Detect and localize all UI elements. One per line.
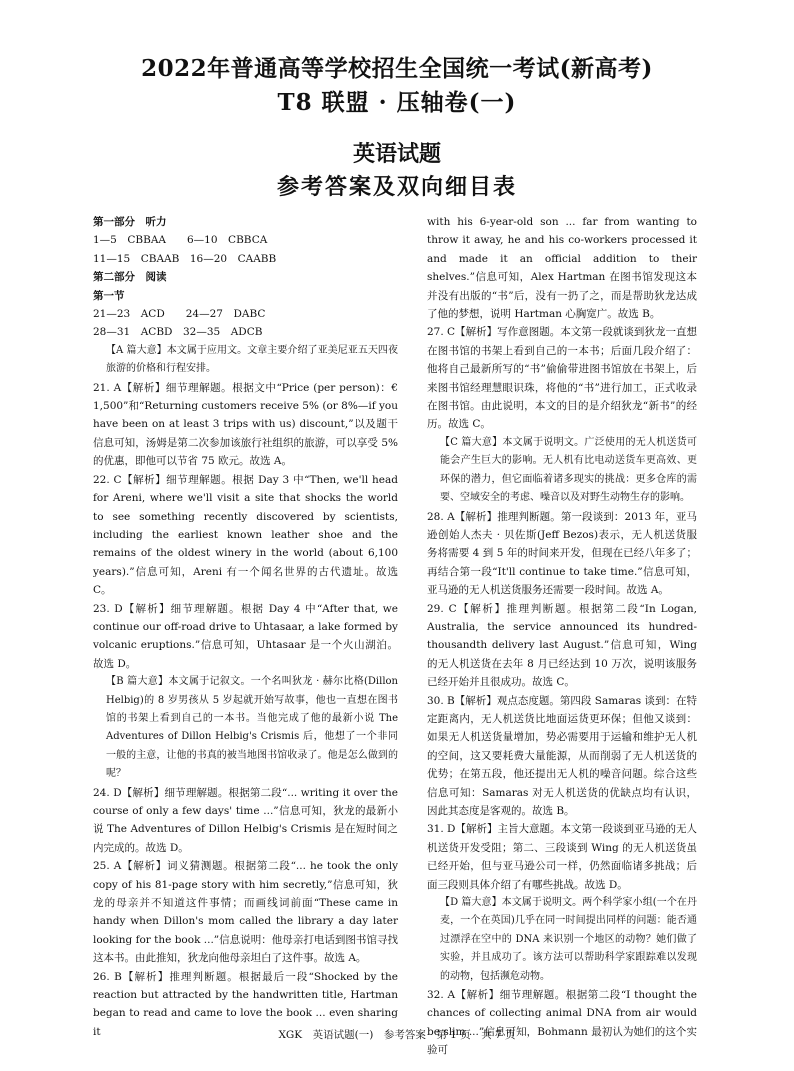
left-column — [93, 213, 398, 1041]
answer-explanation: 30. B【解析】观点态度题。第四段 Samaras 谈到：在特定距离内，无人机送货比地面运货更环保；但他又谈到：如果无人机送货量增加，势必需要用于运输和维护无人机的空间，这又要耗费大量能源，从而削弱了无人机送货的优势；在第五段，他还提出无人机的噪音问题。综合这些信息可知：Samaras 对无人机送货的优缺点均有认识，因此其态度是客观的。故选 B。 — [427, 694, 697, 817]
answer-explanation: 29. C【解析】推理判断题。根据第二段“In Logan, Australia, the service announced its hundred-thousandth delivery last August.”信息可知，Wing 的无人机送货在去年 8 月已经达到 10 万次，说明该服务已经开始并且很成功。故选 C。 — [427, 602, 697, 689]
passage-summary: 【B 篇大意】本文属于记叙文。一个名叫狄龙 · 赫尔比格(Dillon Helbig)的 8 岁男孩从 5 岁起就开始写故事，他也一直想在图书馆的书架上看到自己的一本书。当他完成了他的最新小说 The Adventures of Dillon Helbig's Crismis 后，他想了一个非同一般的主意，让他的书真的被当地图书馆收录了。他是怎么做到的呢？ — [106, 676, 398, 780]
answer-explanation: 32. A【解析】细节理解题。根据第二段“I thought the chances of collecting animal DNA from air would be slim ...”信息可知，Bohmann 最初认为她们的这个实验可 — [427, 989, 697, 1057]
answer-key-title: 参考答案及双向细目表 — [276, 175, 517, 200]
answer-explanation: 21. A【解析】细节理解题。根据文中“Price (per person)：€ 1,500”和“Returning customers receive 5% (or 8%—if you have been on at least 3 trips with us) discount,”以及题干信息可知，汤姆是第二次参加该旅行社组织的旅游，可以享受 5% 的优惠，即他可以节省 75 欧元。故选 A。 — [93, 381, 398, 468]
answer-explanation: 31. D【解析】主旨大意题。本文第一段谈到亚马逊的无人机送货开发受阻；第二、三段谈到 Wing 的无人机送货虽已经开始，但与亚马逊公司一样，仍然面临诸多挑战；后面三段则具体介绍了有哪些挑战。故选 D。 — [427, 823, 697, 891]
passage-summary: 【A 篇大意】本文属于应用文。文章主要介绍了亚美尼亚五天四夜旅游的价格和行程安排。 — [106, 344, 398, 375]
answer-line: 28—31 ACBD 32—35 ADCB — [93, 326, 263, 339]
page-footer: XGK 英语试题(一) 参考答案 第 1 页 共 7 页 — [278, 1029, 516, 1041]
answer-line: 21—23 ACD 24—27 DABC — [93, 308, 266, 321]
answer-explanation: 23. D【解析】细节理解题。根据 Day 4 中“After that, we continue our off-road drive to Uhtasaar, a lake formed by volcanic eruptions.”信息可知，Uhtasaar 是一个火山湖泊。故选 D。 — [93, 602, 398, 670]
answer-explanation: 24. D【解析】细节理解题。根据第二段“... writing it over the course of only a few days' time ...”信息可知，狄龙的最新小说 The Adventures of Dillon Helbig's Crismis 是在短时间之内完成的。故选 D。 — [93, 786, 398, 854]
section-heading: 第一节 — [93, 289, 125, 302]
exam-title: 2022年普通高等学校招生全国统一考试(新高考) — [141, 55, 653, 82]
section-heading: 第一部分 听力 — [93, 216, 167, 228]
answer-line: 11—15 CBAAB 16—20 CAABB — [93, 252, 277, 265]
answer-explanation: 22. C【解析】细节理解题。根据 Day 3 中“Then, we'll head for Areni, where we'll visit a site that shocks the world to see something recently discovered by scientists, including the earliest known leather shoe and the remains of the oldest winery in the world (about 6,100 years).”信息可知，Areni 有一个闻名世界的古代遗址。故选 C。 — [93, 473, 398, 597]
answer-explanation: 28. A【解析】推理判断题。第一段谈到：2013 年，亚马逊创始人杰夫 · 贝佐斯(Jeff Bezos)表示，无人机送货服务将需要 4 到 5 年的时间来开发，但现在已经八年多了；再结合第一段“It'll continue to take time.”信息可知，亚马逊的无人机送货服务还需要一段时间。故选 A。 — [427, 510, 697, 597]
answer-explanation: 25. A【解析】词义猜测题。根据第二段“... he took the only copy of his 81-page story with him secretly,”信息可知，狄龙的母亲并不知道这件事情；而画线词前面“These came in handy when Dillon's mom called the library a day later looking for the book ...”信息说明：他母亲打电话到图书馆寻找这本书。由此推知，狄龙向他母亲坦白了这件事。故选 A。 — [93, 860, 398, 965]
section-heading: 第二部分 阅读 — [93, 271, 167, 284]
alliance-title: T8 联盟 · 压轴卷(一) — [277, 89, 517, 116]
answer-explanation: 26. B【解析】推理判断题。根据最后一段“Shocked by the reaction but attracted by the handwritten title, Hartman began to read and came to love the book ... even sharing it — [93, 970, 398, 1038]
subject-title: 英语试题 — [352, 142, 441, 167]
answer-line: 1—5 CBBAA 6—10 CBBCA — [93, 234, 268, 247]
right-column — [427, 213, 697, 1060]
passage-summary: 【C 篇大意】本文属于说明文。广泛使用的无人机送货可能会产生巨大的影响。无人机有比电动送货车更高效、更环保的潜力，但它面临着诸多现实的挑战：更多仓库的需要、空域安全的考虑、噪音以及对野生动物生存的影响。 — [440, 436, 697, 504]
answer-explanation: 27. C【解析】写作意图题。本文第一段就谈到狄龙一直想在图书馆的书架上看到自己的一本书；后面几段介绍了：他将自己最新所写的“书”偷偷带进图书馆放在书架上，后来图书馆经理慧眼识珠，将他的“书”进行加工，正式收录在图书馆。由此说明，本文的目的是介绍狄龙“新书”的经历。故选 C。 — [427, 326, 697, 431]
answer-line: with his 6-year-old son ... far from wanting to throw it away, he and his co-workers processed it and made it an official addition to their shelves.”信息可知，Alex Hartman 在图书馆发现这本并没有出版的“书”后，没有一扔了之，而是帮助狄龙达成了他的梦想，说明 Hartman 心胸宽广。故选 B。 — [427, 216, 697, 321]
passage-summary: 【D 篇大意】本文属于说明文。两个科学家小组(一个在丹麦，一个在英国)几乎在同一时间提出同样的问题：能否通过漂浮在空中的 DNA 来识别一个地区的动物？她们做了实验，并且成功了。该方法可以帮助科学家跟踪难以发现的动物，包括濒危动物。 — [440, 897, 697, 982]
